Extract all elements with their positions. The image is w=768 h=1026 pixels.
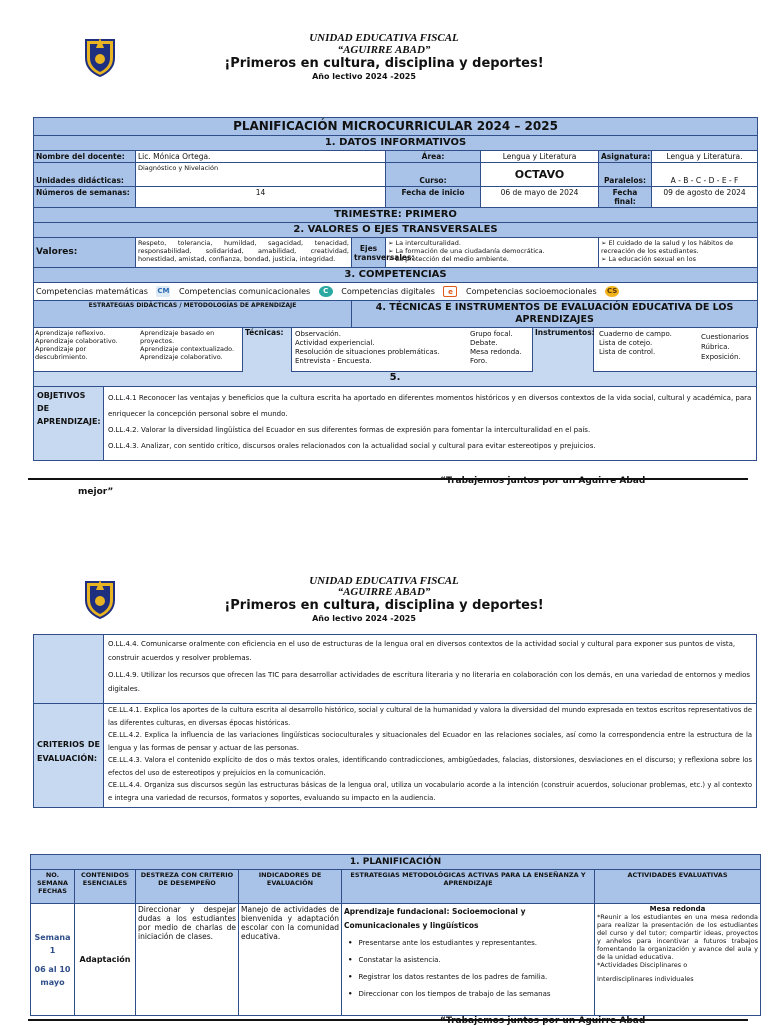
instr-item: Lista de control. [599,348,656,356]
tecnica-item: Entrevista - Encuesta. [295,357,372,365]
instr-item: Rúbrica. [701,343,730,351]
estrategia-item: • Presentarse ante los estudiantes y representantes. [358,937,592,950]
criterio-4: CE.LL.4.4. Organiza sus discursos según las estructuras básicas de la lengua oral, utiliza un vocabulario acorde a la intención (construir acuerdos, solucionar problemas, etc.) y al contexto e integra una variedad de recursos, formatos y soportes, evaluando su impacto en la audiencia. [108,781,752,802]
tecnica-item: Mesa redonda. [470,348,522,356]
metod-item: Aprendizaje por descubrimiento. [35,345,88,361]
comp-digitales: Competencias digitales [341,287,435,296]
indicador-cell: Manejo de actividades de bienvenida y adaptación escolar con la comunidad educativa. [239,904,342,1016]
comp-socioemocionales: Competencias socioemocionales [465,287,597,296]
school-name-2: “AGUIRRE ABAD” [337,44,431,56]
section-3-title: 3. COMPETENCIAS [34,268,758,283]
tecnica-item: Grupo focal. [470,330,513,338]
tecnica-item: Actividad experiencial. [295,339,375,347]
inicio-value: 06 de mayo de 2024 [481,187,599,208]
metod-list-a [35,329,127,361]
docente-label: Nombre del docente: [34,151,136,163]
asignatura-label: Asignatura: [599,151,652,163]
tecnicas-label: Técnicas: [242,328,292,372]
school-year: Año lectivo 2024 -2025 [312,72,416,81]
eje-item: ➢ El cuidado de la salud y los hábitos de recreación de los estudiantes. [601,239,755,255]
estrategia-item: • Registrar los datos restantes de los padres de familia. [358,971,592,984]
objetivo-4: O.LL.4.4. Comunicarse oralmente con eficiencia en el uso de estructuras de la lengua oral en diversos contextos de la actividad social y cultural para exponer sus puntos de vista, construir acuerdos y resolver problemas. [108,640,736,662]
eje-item: ➢ La protección del medio ambiente. [388,255,596,263]
instr-list-a [599,330,699,357]
col-no-semana: NO. SEMANA FECHAS [31,870,75,904]
ejes-label: Ejes transversales: [352,238,386,268]
objetivos-cont-label-cell [34,635,104,703]
actividad-title: Mesa redonda [649,905,706,913]
objetivos-cont-block [33,634,757,704]
col-contenidos: CONTENIDOS ESENCIALES [75,870,136,904]
metod-item: Aprendizaje reflexivo. [35,329,106,337]
metod-item: Aprendizaje basado en proyectos. [140,329,215,345]
actividad-extra-2: Interdisciplinares individuales [597,975,694,983]
col-destreza: DESTREZA CON CRITERIO DE DESEMPEÑO [136,870,239,904]
instr-list-b [701,332,757,362]
school-year: Año lectivo 2024 -2025 [312,614,416,623]
metod-item: Aprendizaje colaborativo. [35,337,118,345]
criterios-block [33,704,757,808]
cm-icon: CM [157,287,170,295]
school-name: UNIDAD EDUCATIVA FISCAL [309,575,459,587]
contenido-cell: Adaptación [75,904,136,1016]
section-5-title: 5. [33,372,757,387]
semanas-label: Números de semanas: [34,187,136,208]
criterios-text [108,704,752,804]
eje-item: ➢ La educación sexual en los [601,255,755,263]
valores-value: Respeto, tolerancia, humildad, sagacidad, tenacidad, responsabilidad, solidaridad, amabilidad, creatividad, honestidad, amistad, confianza, bondad, justicia, integridad. [136,238,352,268]
trimestre: TRIMESTRE: PRIMERO [34,208,758,223]
metod-item: Aprendizaje colaborativo. [140,353,223,361]
objetivos-label: OBJETIVOS DE APRENDIZAJE: [34,387,104,460]
ejes-list-a [386,238,599,268]
final-label: Fecha final: [599,187,652,208]
actividad-extra-1: *Actividades Disciplinares o [597,961,688,969]
tecnica-item: Debate. [470,339,498,347]
eje-item: ➢ La interculturalidad. [388,239,596,247]
criterio-2: CE.LL.4.2. Explica la influencia de las variaciones lingüísticas socioculturales y situacionales del Ecuador en las relaciones sociales, así como la correspondencia entre la estructura de la lengua y las formas de pensar y actuar de las personas. [108,731,752,752]
inicio-label: Fecha de inicio [386,187,481,208]
school-motto: ¡Primeros en cultura, disciplina y deportes! [224,56,544,71]
instr-item: Cuaderno de campo. [599,330,672,338]
footer-text: “Trabajemos juntos por un Aguirre Abad [440,476,646,486]
curso-value: OCTAVO [481,163,599,187]
c-icon: C [319,286,333,297]
planificacion-title: 1. PLANIFICACIÓN [31,855,761,870]
criterio-3: CE.LL.4.3. Valora el contenido explícito de dos o más textos orales, identificando contradicciones, ambigüedades, falacias, distorsiones, desviaciones en el discurso; y reflexiona sobre los efectos del uso de estereotipos y prejuicios en la comunicación. [108,756,752,777]
valores-label: Valores: [34,238,136,268]
instr-item: Lista de cotejo. [599,339,653,347]
objetivos-block [33,387,757,461]
tecnica-item: Resolución de situaciones problemáticas. [295,348,440,356]
footer-text: “Trabajemos juntos por un Aguirre Abad [440,1016,646,1026]
cs-icon: CS [607,287,618,295]
tecnicas-list-a [295,330,475,366]
asignatura-value: Lengua y Literatura. [652,151,758,163]
objetivo-3: O.LL.4.3. Analizar, con sentido crítico, discursos orales relacionados con la actualidad social y cultural para evitar estereotipos y prejuicios. [108,442,596,450]
footer-text-2: mejor” [78,487,114,497]
estrategia-item: • Constatar la asistencia. [358,954,592,967]
digital-icon: e [443,286,457,297]
ejes-list-b [599,238,758,268]
final-value: 09 de agosto de 2024 [652,187,758,208]
actividades-cell [595,904,761,1016]
estrategias-label: ESTRATEGIAS DIDÁCTICAS / METODOLOGÍAS DE APRENDIZAJE [34,301,352,328]
unidades-value: Diagnóstico y Nivelación [136,163,386,187]
criterios-label: CRITERIOS DE EVALUACIÓN: [34,704,104,807]
tecnica-item: Observación. [295,330,341,338]
semana-cell [31,904,75,1016]
criterio-1: CE.LL.4.1. Explica los aportes de la cultura escrita al desarrollo histórico, social y cultural de la humanidad y valora la diversidad del mundo expresada en textos escritos representativos de las diferentes culturas, en diversas épocas históricas. [108,706,752,727]
col-indicadores: INDICADORES DE EVALUACIÓN [239,870,342,904]
estrategia-item: • Direccionar con los tiempos de trabajo de las semanas [358,988,592,1001]
section-1-title: 1. DATOS INFORMATIVOS [34,136,758,151]
school-name: UNIDAD EDUCATIVA FISCAL [309,32,459,44]
eje-item: ➢ La formación de una ciudadanía democrática. [388,247,596,255]
col-actividades: ACTIVIDADES EVALUATIVAS [595,870,761,904]
tecnicas-list-b [470,330,530,366]
curso-label: Curso: [386,163,481,187]
instrumentos-label: Instrumentos: [532,328,594,372]
col-estrategias: ESTRATEGIAS METODOLÓGICAS ACTIVAS PARA LA ENSEÑANZA Y APRENDIZAJE [342,870,595,904]
docente-value: Lic. Mónica Ortega. [136,151,386,163]
section-4-title: 4. TÉCNICAS E INSTRUMENTOS DE EVALUACIÓN EDUCATIVA DE LOS APRENDIZAJES [352,301,758,328]
objetivos-cont-text [108,637,752,696]
microcurricular-table [33,117,758,328]
plan-title: PLANIFICACIÓN MICROCURRICULAR 2024 – 2025 [34,118,758,136]
school-name-2: “AGUIRRE ABAD” [337,586,431,598]
section-2-title: 2. VALORES O EJES TRANSVERSALES [34,223,758,238]
paralelos-value: A - B - C - D - E - F [652,163,758,187]
comp-matematicas: Competencias matemáticas [36,287,148,296]
tecnica-item: Foro. [470,357,488,365]
estrategias-cell [342,904,595,1016]
unidades-label: Unidades didácticas: [34,163,136,187]
estrategias-title: Aprendizaje fundacional: Socioemocional y Comunicacionales y lingüísticos [344,907,526,930]
paralelos-label: Paralelos: [599,163,652,187]
area-value: Lengua y Literatura [481,151,599,163]
objetivo-9: O.LL.4.9. Utilizar los recursos que ofrecen las TIC para desarrollar actividades de escritura literaria y no literaria en colaboración con los demás, en una variedad de entornos y medios digitales. [108,671,751,693]
comp-comunicacionales: Competencias comunicacionales [179,287,311,296]
instr-item: Exposición. [701,353,741,361]
semana-fechas: 06 al 10 mayo [34,964,71,987]
instr-item: Cuestionarios [701,333,749,341]
semanas-value: 14 [136,187,386,208]
planificacion-table [30,854,761,1016]
destreza-cell: Direccionar y despejar dudas a los estudiantes por medio de charlas de iniciación de clases. [136,904,239,1016]
semana-label: Semana 1 [34,932,71,955]
objetivo-1: O.LL.4.1 Reconocer las ventajas y beneficios que la cultura escrita ha aportado en diferentes momentos históricos y en diversos contextos de la vida social, cultural y académica, para enriquecer la concepción personal sobre el mundo. [108,394,752,418]
objetivos-text [108,390,752,454]
school-motto: ¡Primeros en cultura, disciplina y deportes! [224,598,544,613]
competencias-row [34,283,758,301]
metod-item: Aprendizaje contextualizado. [140,345,235,353]
metodologias-block [33,328,757,372]
objetivo-2: O.LL.4.2. Valorar la diversidad lingüística del Ecuador en sus diferentes formas de expresión para fomentar la interculturalidad en el país. [108,426,591,434]
area-label: Área: [386,151,481,163]
actividad-body: *Reunir a los estudiantes en una mesa redonda para realizar la presentación de los estudiantes del curso y del tutor; compartir ideas, proyectos y anhelos para incentivar a futuros trabajos fomentando la organización y avance del aula y de la unidad educativa. [597,913,759,961]
metod-list-b [140,329,240,361]
